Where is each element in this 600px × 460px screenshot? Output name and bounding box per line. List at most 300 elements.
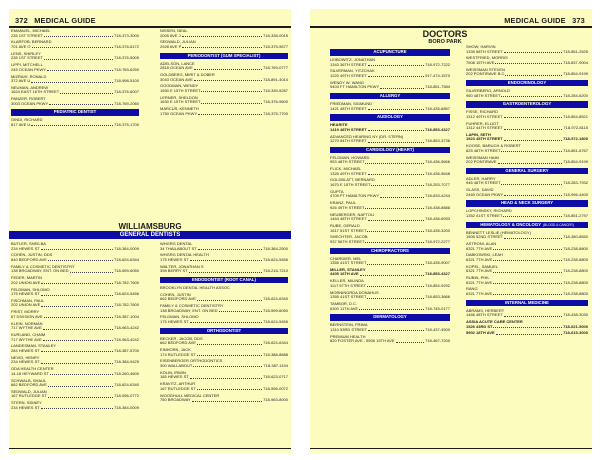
listing-line: [11, 68, 139, 73]
listing-entry: [330, 224, 450, 233]
listing-phone: 718-624-5456: [263, 319, 288, 325]
dot-leader: [368, 74, 424, 77]
listing-line: [160, 34, 288, 39]
listing-line: [330, 328, 450, 333]
listing-address: 662 BEDFORD AVE: [11, 382, 47, 388]
right-page: [310, 9, 592, 453]
listing-address: 1117 57TH STREET: [330, 282, 367, 288]
listing-entry: [11, 97, 139, 106]
listing-line: [160, 247, 288, 252]
listing-address: 1310 53RD STREET: [330, 326, 368, 332]
listing-line: [160, 320, 288, 325]
header-rule: [310, 26, 592, 28]
heading-head-neck-surgery: HEAD & NECK SURGERY: [466, 200, 588, 207]
listing-entry: [330, 178, 450, 187]
listing-entry: [160, 286, 288, 291]
listing-phone: 718-596-0072: [263, 385, 288, 391]
listing-address: 1505 52ND STREET: [466, 234, 504, 240]
listing-line: [11, 394, 139, 399]
dot-leader: [371, 183, 424, 186]
column-2: [466, 45, 588, 338]
listing-address: 926 49TH STREET: [330, 204, 365, 210]
listing-phone: 718-623-0717: [263, 374, 288, 380]
listing-phone: 718-376-9600: [263, 99, 288, 105]
listing-entry: [11, 253, 139, 262]
listing-name: KLARFOB, BERNARD: [11, 40, 52, 45]
heading-pediatric-dentist: PEDIATRIC DENTIST: [11, 109, 139, 116]
listing-phone: 718-745-0177: [425, 305, 450, 311]
listing-address: 1466 48TH STREET: [466, 312, 503, 318]
listing-entry: [330, 156, 450, 165]
listing-line: [11, 360, 139, 365]
listing-line: [466, 258, 588, 263]
listing-list: [160, 242, 288, 274]
listing-line: [466, 281, 588, 286]
listing-line: [466, 137, 588, 142]
listing-name: SHOW, HARVIN: [466, 45, 496, 49]
listing-address: 234 HEWES ST: [11, 245, 40, 251]
listing-name: FRIEDMAN, SIGMUND: [330, 101, 372, 106]
listing-list: [11, 29, 139, 106]
listing-phone: 718-284-6200: [563, 92, 588, 98]
section-subtitle: BORO PARK: [428, 39, 462, 45]
listing-phone: 718-375-1700: [114, 122, 139, 128]
listing-line: [11, 34, 139, 39]
listing-address: 6300 11TH AVE: [330, 305, 359, 311]
listing-line: [11, 338, 139, 343]
dot-leader: [498, 160, 562, 163]
listing-address: 67 DIVISION AVE: [11, 313, 43, 319]
listing-name: RANG: [466, 287, 478, 292]
listing-entry: [330, 58, 450, 67]
dot-leader: [31, 79, 113, 82]
heading-chiropractors: CHIROPRACTORS: [330, 248, 450, 255]
dot-leader: [190, 375, 262, 378]
listing-entry: [330, 302, 450, 311]
listing-name: ASSIA ACUTE CARE CENTER: [466, 320, 523, 324]
listing-line: [160, 112, 288, 117]
listing-phone: 718-851-2525: [563, 48, 588, 54]
listing-phone: 718-624-6340: [263, 296, 288, 302]
listing-phone: 718-436-6933: [425, 216, 450, 222]
listing-line: [160, 375, 288, 380]
listing-entry: [330, 190, 450, 199]
listing-line: [466, 50, 588, 55]
listing-phone: 718-384-0009: [114, 404, 139, 410]
listing-name: BECKER, JACOB, DDS: [160, 336, 203, 341]
listing-address: 717 WYTHE AVE: [11, 325, 42, 331]
listing-phone: 718-998-5100: [114, 78, 139, 84]
listing-name: EMANUEL, MICHAEL: [11, 29, 51, 33]
listing-entry: [160, 96, 288, 105]
heading-acupuncture: ACUPUNCTURE: [330, 49, 450, 56]
dot-leader: [380, 85, 424, 88]
listing-name: WENDY W. WANG: [330, 80, 364, 85]
dot-leader: [367, 261, 424, 264]
listing-name: RUBIN, PHIL: [466, 276, 490, 281]
dot-leader: [367, 284, 424, 287]
heading-dermatology: DERMATOLOGY: [330, 314, 450, 321]
listing-phone: 718-963-4242: [114, 325, 139, 331]
listing-address: 138 BROADWAY, ENT. ON BED: [11, 268, 69, 274]
listing-name: FAMILY & COSMETIC DENTISTRY: [11, 264, 75, 269]
listing-line: [11, 102, 139, 107]
listing-entry: [466, 110, 588, 119]
listing-phone: 718-387-1004: [114, 313, 139, 319]
listing-address: 1220 49TH STREET: [330, 72, 367, 78]
listing-entry: [466, 287, 588, 296]
listing-phone: 718-615-3000: [563, 331, 588, 336]
running-title: MEDICAL GUIDE: [504, 16, 566, 25]
listing-line: [330, 85, 450, 90]
listing-line: [160, 387, 288, 392]
dot-leader: [43, 338, 113, 341]
listing-entry: [160, 315, 288, 324]
heading-hematology-sub: (BLOOD & CANCER): [543, 222, 574, 227]
page-number: 372: [15, 16, 28, 25]
dot-leader: [192, 398, 262, 401]
listing-entry: [330, 213, 450, 222]
listing-name: FISSE, RICHARD: [466, 110, 499, 115]
listing-name: MIZRAHI, RONALD: [11, 74, 47, 79]
listing-entry: [466, 68, 588, 77]
listing-address: 1590 E 15TH STREET: [160, 87, 201, 93]
listing-name: FISCHMAN, PAUL: [11, 298, 45, 303]
listing-address: 372 AVE U: [11, 78, 31, 84]
listing-address: 202 UNION AVE: [11, 302, 41, 308]
listing-name: SILVERMAN, YITZCHAK: [330, 69, 375, 74]
listing-phone: 718-384-0009: [114, 245, 139, 251]
listing-name: FEDER, MARTIN: [11, 276, 43, 281]
dot-leader: [32, 45, 114, 48]
listing-name: ADVANCED HEARING NY (DR. STERN): [330, 134, 404, 139]
listing-list: [466, 209, 588, 218]
listing-phone: 718-438-8888: [425, 204, 450, 210]
heading-allergy: ALLERGY: [330, 93, 450, 100]
dot-leader: [190, 258, 262, 261]
listing-name: NISSEN, NEAL: [160, 29, 188, 33]
heading-cardiology: CARDIOLOGY (HEART): [330, 147, 450, 154]
listing-line: [466, 235, 588, 240]
listing-address: 701 AVE O: [11, 43, 31, 49]
listing-address: 235 1ST STREET: [11, 55, 43, 61]
listing-name: MORNINGRDA DONAHUS: [330, 290, 379, 295]
listing-line: [466, 325, 588, 330]
dot-leader: [504, 313, 562, 316]
listing-phone: 718-384-9425: [114, 359, 139, 365]
listing-line: [160, 258, 288, 263]
listing-phone: 718-387-1194: [263, 363, 288, 368]
listing-line: [160, 353, 288, 358]
listing-phone: 718-373-3000: [114, 32, 139, 38]
listing-phone: 917-474-1570: [425, 72, 450, 78]
listing-name: FELDMAN, HOWARD: [330, 155, 370, 160]
listing-address: 2469 OCEAN PKWY: [466, 191, 504, 197]
listing-name: EISENBERGER ORTHODONTICS: [160, 359, 223, 364]
listing-entry: [330, 135, 450, 144]
running-head: [504, 16, 589, 25]
listing-address: 946 48TH STREET: [466, 180, 501, 186]
listing-name: SILVERBERG, ARNOLD: [466, 88, 510, 93]
dot-leader: [48, 258, 113, 261]
listing-address: 1526 43RD ST: [466, 323, 493, 329]
listing-line: [466, 126, 588, 131]
page-number: 373: [572, 16, 585, 25]
listing-phone: 718-339-5287: [263, 87, 288, 93]
dot-leader: [41, 349, 113, 352]
listing-name: KOLIN, IRWIN: [160, 370, 186, 375]
listing-address: 202 UNION AVE: [11, 279, 41, 285]
listing-name: ASTRONI, ALAN: [466, 241, 497, 246]
dot-leader: [70, 269, 114, 272]
listing-line: [330, 339, 450, 344]
listing-entry: [11, 265, 139, 274]
dot-leader: [504, 115, 562, 118]
listing-phone: 718-338-0015: [263, 32, 288, 38]
listing-address: 5404 FT HAMILTON PKWY: [330, 84, 380, 90]
listing-phone: 718-782-7600: [114, 279, 139, 285]
listing-entry: [11, 40, 139, 49]
listing-phone: 718-633-4244: [425, 193, 450, 199]
listing-name: BROOKLYN DENTAL HEALTH ASSOC: [160, 285, 230, 290]
listing-address: 953 48TH STREET: [330, 159, 365, 165]
listing-entry: [160, 253, 288, 262]
dot-leader: [194, 78, 262, 81]
listing-line: [466, 331, 588, 336]
dot-leader: [60, 90, 113, 93]
dot-leader: [189, 269, 262, 272]
listing-line: [466, 181, 588, 186]
listing-line: [330, 217, 450, 222]
listing-line: [11, 281, 139, 286]
listing-list: [466, 231, 588, 297]
listing-phone: 718-769-2060: [114, 100, 139, 106]
listing-line: [466, 115, 588, 120]
listing-phone: 718-238-8800: [563, 256, 588, 262]
listing-name: KOPEL, SAMUEL: [466, 264, 499, 269]
dot-leader: [197, 353, 262, 356]
column-1: [11, 29, 139, 130]
listing-address: 202 PONTIRAVE: [466, 159, 497, 165]
listing-line: [11, 90, 139, 95]
listing-address: 167 RUTLEDGE ST: [11, 393, 47, 399]
listing-phone: 718-972-1800: [563, 136, 588, 142]
listing-name: LAPIN, SETH: [466, 132, 491, 137]
listing-line: [11, 45, 139, 50]
listing-entry: [330, 102, 450, 111]
listing-line: [160, 89, 288, 94]
listing-entry: [466, 331, 588, 336]
listing-name: LENS, SHIRLEY: [11, 51, 41, 56]
listing-line: [160, 309, 288, 314]
listing-phone: 718-854-9199: [563, 71, 588, 77]
listing-line: [11, 56, 139, 61]
dot-leader: [368, 139, 424, 142]
listing-phone: 718-851-7584: [425, 84, 450, 90]
listing-phone: 718-624-5456: [114, 291, 139, 297]
column-3: [11, 242, 139, 413]
dot-leader: [44, 315, 113, 318]
listing-address: 234 HEWES ST: [11, 359, 40, 365]
listing-address: 4709 FT HAMILTON PKWY: [330, 193, 380, 199]
listing-phone: 718-238-8800: [563, 268, 588, 274]
listing-address: 1355 41ST STREET: [330, 294, 367, 300]
listing-name: LOPCHINSKY, RICHARD: [466, 209, 512, 214]
listing-entry: [466, 276, 588, 285]
listing-line: [466, 214, 588, 219]
listing-entry: [160, 73, 288, 82]
listing-phone: 718-375-7700: [263, 110, 288, 116]
listing-address: 760 BROADWAY: [160, 397, 191, 403]
listing-address: 817 AVE U: [11, 122, 31, 128]
listing-phone: 718-436-5648: [425, 170, 450, 176]
listing-name: SEDWALD, JULIAN: [11, 389, 47, 394]
listing-name: WHGRG DENTAL HEALTH: [160, 253, 209, 258]
listing-entry: [160, 348, 288, 357]
listing-address: 3003 OCEAN PKWY: [11, 100, 49, 106]
listing-list: [330, 257, 450, 312]
listing-phone: 718-467-7200: [425, 338, 450, 344]
listing-name: ADLER, HARRY: [466, 176, 496, 181]
listing-name: LIPPI, MITCHELL: [11, 63, 43, 68]
listing-entry: [330, 81, 450, 90]
dot-leader: [493, 258, 562, 261]
listing-address: 1630 E 15TH STREET: [160, 99, 201, 105]
listing-line: [330, 183, 450, 188]
listing-name: WEISSMAN STEVEN: [466, 67, 505, 72]
dot-leader: [501, 94, 562, 97]
area-title: WILLIAMSBURG: [118, 222, 182, 231]
listing-line: [11, 247, 139, 252]
listing-line: [11, 383, 139, 388]
listing-phone: 718-624-6344: [114, 256, 139, 262]
listing-address: 4405 16TH AVE: [330, 271, 359, 277]
listing-address: 284 HEWES ST: [11, 347, 40, 353]
listing-name: DABKOWSKI, LEAH: [466, 253, 503, 258]
dot-leader: [367, 229, 424, 232]
dot-leader: [495, 61, 562, 64]
listing-list: [160, 286, 288, 325]
listing-line: [330, 261, 450, 266]
listing-entry: [11, 367, 139, 376]
listing-address: 1464 48TH STREET: [330, 216, 367, 222]
left-page: [9, 9, 291, 453]
dot-leader: [197, 387, 262, 390]
listing-phone: 718-853-4327: [425, 126, 450, 132]
listing-name: FAMILY & COSMETIC DENTISTRY: [160, 304, 224, 309]
listing-entry: [466, 265, 588, 274]
listing-address: 3043 OCEAN AVE: [160, 76, 193, 82]
dot-leader: [368, 128, 424, 131]
dot-leader: [47, 68, 113, 71]
listing-entry: [11, 86, 139, 95]
listing-entry: [466, 133, 588, 142]
dot-leader: [504, 50, 562, 53]
listing-address: 6321 7TH AVE: [466, 245, 493, 251]
dot-leader: [49, 102, 113, 105]
listing-phone: 718-283-7932: [563, 180, 588, 186]
dot-leader: [501, 181, 562, 184]
listing-name: COHEN, JUSTIN, DDS: [11, 253, 53, 258]
heading-general-dentists: GENERAL DENTISTS: [9, 231, 291, 239]
listing-list: [160, 29, 288, 50]
listing-name: EINHORN, JACK: [160, 348, 191, 353]
listing-name: BERNSTEIN, FRIMA: [330, 323, 368, 328]
listing-name: FLICK, MICHAEL: [330, 167, 362, 172]
heading-endodontist: ENDODONTIST (ROOT CANAL): [160, 277, 288, 284]
listing-entry: [330, 69, 450, 78]
dot-leader: [201, 89, 262, 92]
heading-internal-medicine: INTERNAL MEDICINE: [466, 300, 588, 307]
listing-entry: [11, 63, 139, 72]
listing-name: WESTFRIED, MORRIS: [466, 56, 508, 61]
dot-leader: [31, 123, 113, 126]
listing-line: [160, 78, 288, 83]
dot-leader: [493, 325, 562, 328]
dot-leader: [368, 328, 424, 331]
listing-name: MARCUS, KENNETH: [160, 107, 199, 112]
listing-entry: [160, 293, 288, 302]
listing-name: GOODMAN, WENDY: [160, 84, 199, 89]
listing-list: [330, 102, 450, 111]
listing-address: 6321 7TH AVE: [466, 279, 493, 285]
listing-list: [330, 58, 450, 90]
listing-entry: [160, 29, 288, 38]
listing-address: 1523 45TH STREET: [466, 136, 503, 142]
listing-entry: [466, 309, 588, 318]
listing-line: [330, 139, 450, 144]
running-title: MEDICAL GUIDE: [34, 16, 96, 25]
listing-phone: 718-963-4242: [114, 336, 139, 342]
listing-phone: 718-854-9199: [563, 159, 588, 165]
listing-phone: 718-438-3030: [563, 312, 588, 318]
listing-address: 1312 49TH STREET: [466, 113, 503, 119]
listing-phone: 718-963-8000: [263, 397, 288, 403]
listing-line: [160, 341, 288, 346]
listing-phone: 718-384-2500: [263, 245, 288, 251]
listing-phone: 718-853-3666: [425, 294, 450, 300]
listing-line: [466, 149, 588, 154]
listing-entry: [160, 265, 288, 274]
listing-name: FELDMAN, SHLOMO: [160, 315, 199, 320]
listing-name: WALTER, JONATHAN S: [160, 264, 204, 269]
listing-name: KRAVITZ, ARTHUR: [160, 382, 196, 387]
listing-phone: 718-253-7077: [425, 182, 450, 188]
heading-general-surgery: GENERAL SURGERY: [466, 168, 588, 175]
listing-address: 34 THAILABOUT ST: [160, 245, 197, 251]
listing-address: 14-16 HEYWARD ST: [11, 370, 49, 376]
listing-name: KRANZ, PAUL: [330, 201, 356, 206]
listing-name: WOODHULL MEDICAL CENTER: [160, 393, 220, 398]
listing-address: 1624 EAST 16TH STREET: [11, 89, 60, 95]
dot-leader: [197, 341, 262, 344]
listing-name: FUHRER, ELLIOT: [466, 121, 499, 126]
dot-leader: [504, 235, 562, 238]
listing-name: FELDMAN, SHLOMO: [11, 287, 50, 292]
dot-leader: [503, 214, 562, 217]
listing-phone: 718-972-2277: [425, 238, 450, 244]
listing-entry: [11, 344, 139, 353]
dot-leader: [365, 160, 424, 163]
listing-line: [11, 406, 139, 411]
listing-phone: 718-596-0772: [114, 393, 139, 399]
listing-phone: 718-376-6007: [114, 89, 139, 95]
listing-name: LANDESMAN, STANLEY: [11, 344, 57, 349]
listing-address: 5902 18TH AVE: [466, 331, 495, 336]
listing-line: [11, 315, 139, 320]
listing-address: 820 FOSTER AVE - 5506 15TH AVE: [330, 338, 395, 344]
listing-list: [330, 156, 450, 245]
